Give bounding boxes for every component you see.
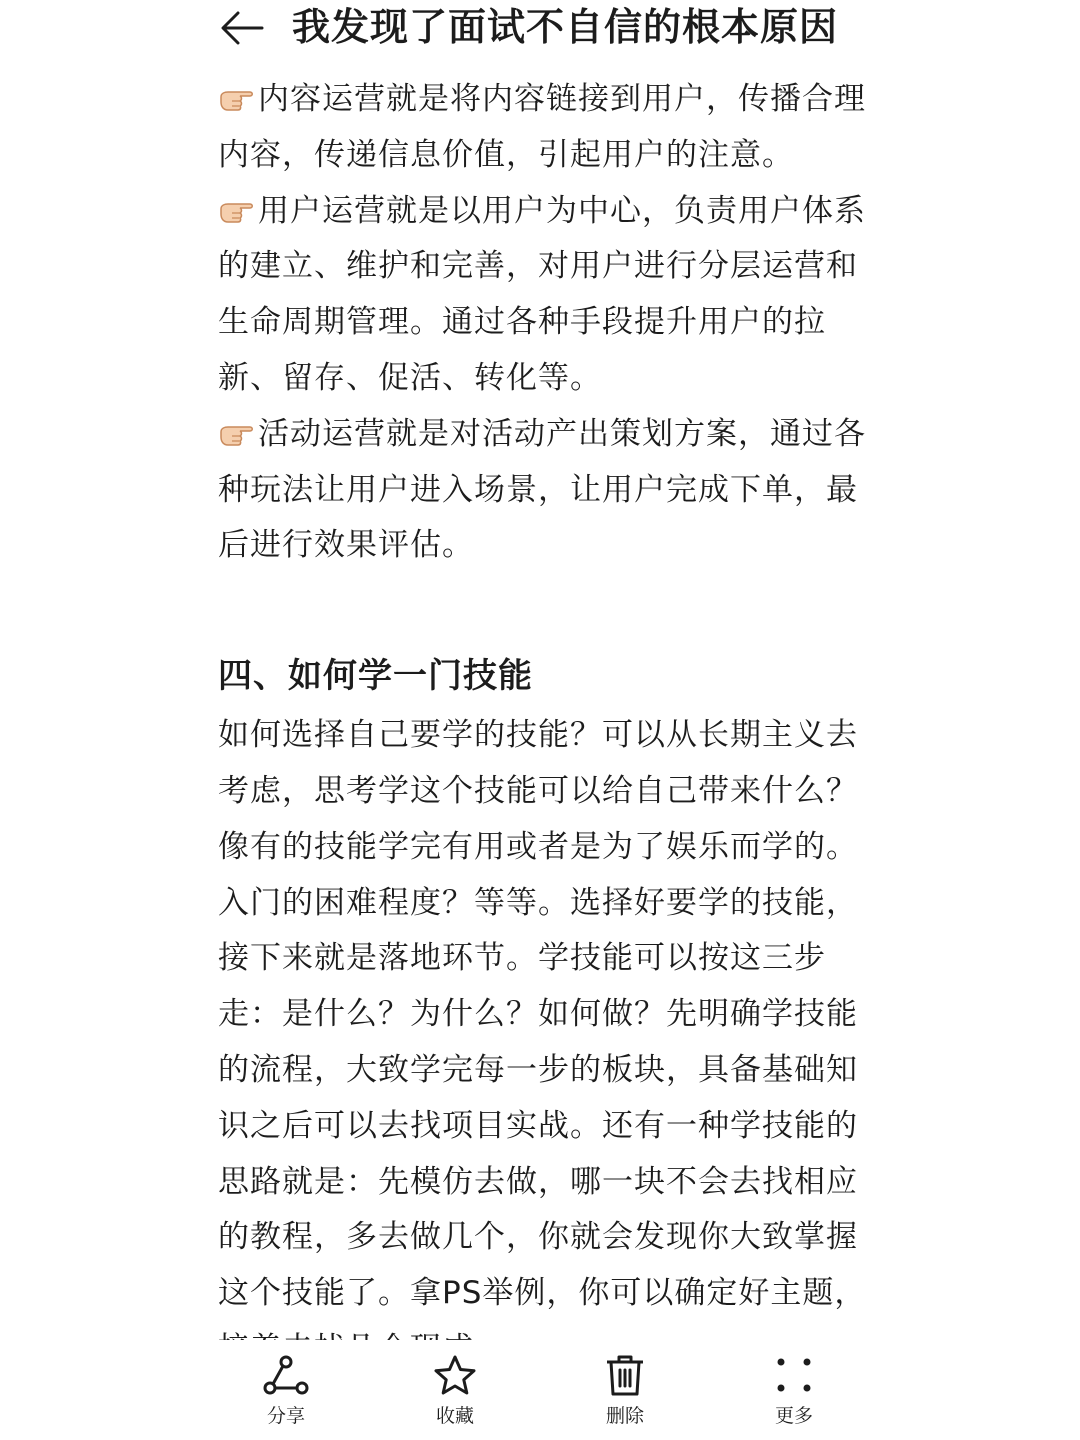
share-label: 分享 xyxy=(266,1405,305,1427)
pointing-hand-icon xyxy=(218,197,256,225)
share-button[interactable] xyxy=(226,1354,346,1434)
more-label: 更多 xyxy=(774,1405,813,1427)
pointing-hand-icon xyxy=(218,420,256,448)
section-body: 如何选择自己要学的技能？可以从长期主义去考虑，思考学这个技能可以给自己带来什么？像有的技能学完有用或者是为了娱乐而学的。入门的困难程度？等等。选择好要学的技能，接下来就是落地环节。学技能可以按这三步走：是什么？为什么？如何做？先明确学技能的流程，大致学完每一步的板块，具备基础知识之后可以去找项目实战。还有一种学技能的思路就是：先模仿去做，哪一块不会去找相应的教程，多去做几个，你就会发现你大致掌握这个技能了。拿PS举例，你可以确定好主题， xyxy=(218,717,867,1312)
back-button[interactable] xyxy=(218,8,266,48)
article-body xyxy=(218,72,868,1340)
favorite-label: 收藏 xyxy=(435,1405,474,1427)
share-icon xyxy=(261,1354,311,1398)
more-button[interactable] xyxy=(734,1354,854,1434)
top-app-bar xyxy=(0,0,1080,62)
intro-item-text: 活动运营就是对活动产出策划方案，通过各种玩法让用户进入场景，让用户完成下单，最后进行效果评估。 xyxy=(218,415,866,564)
delete-button[interactable] xyxy=(565,1354,685,1434)
favorite-button[interactable] xyxy=(395,1354,515,1434)
star-icon xyxy=(430,1354,480,1398)
delete-label: 删除 xyxy=(605,1405,644,1427)
intro-item-text: 内容运营就是将内容链接到用户，传播合理内容，传递信息价值，引起用户的注意。 xyxy=(218,81,866,173)
intro-item-user-ops xyxy=(218,184,868,407)
section-spacer xyxy=(218,574,868,652)
section-heading: 四、如何学一门技能 xyxy=(218,656,533,697)
more-dots-icon xyxy=(769,1354,819,1398)
trash-icon xyxy=(600,1354,650,1398)
page-title: 我发现了面试不自信的根本原因 xyxy=(292,5,839,49)
pointing-hand-icon xyxy=(218,85,256,113)
intro-item-content-ops xyxy=(218,72,868,184)
arrow-left-icon xyxy=(218,8,266,48)
intro-item-activity-ops xyxy=(218,407,868,574)
bottom-action-bar xyxy=(0,1340,1080,1440)
intro-item-text: 用户运营就是以用户为中心，负责用户体系的建立、维护和完善，对用户进行分层运营和生命周期管理。通过各种手段提升用户的拉新、留存、促活、转化等。 xyxy=(218,192,866,396)
